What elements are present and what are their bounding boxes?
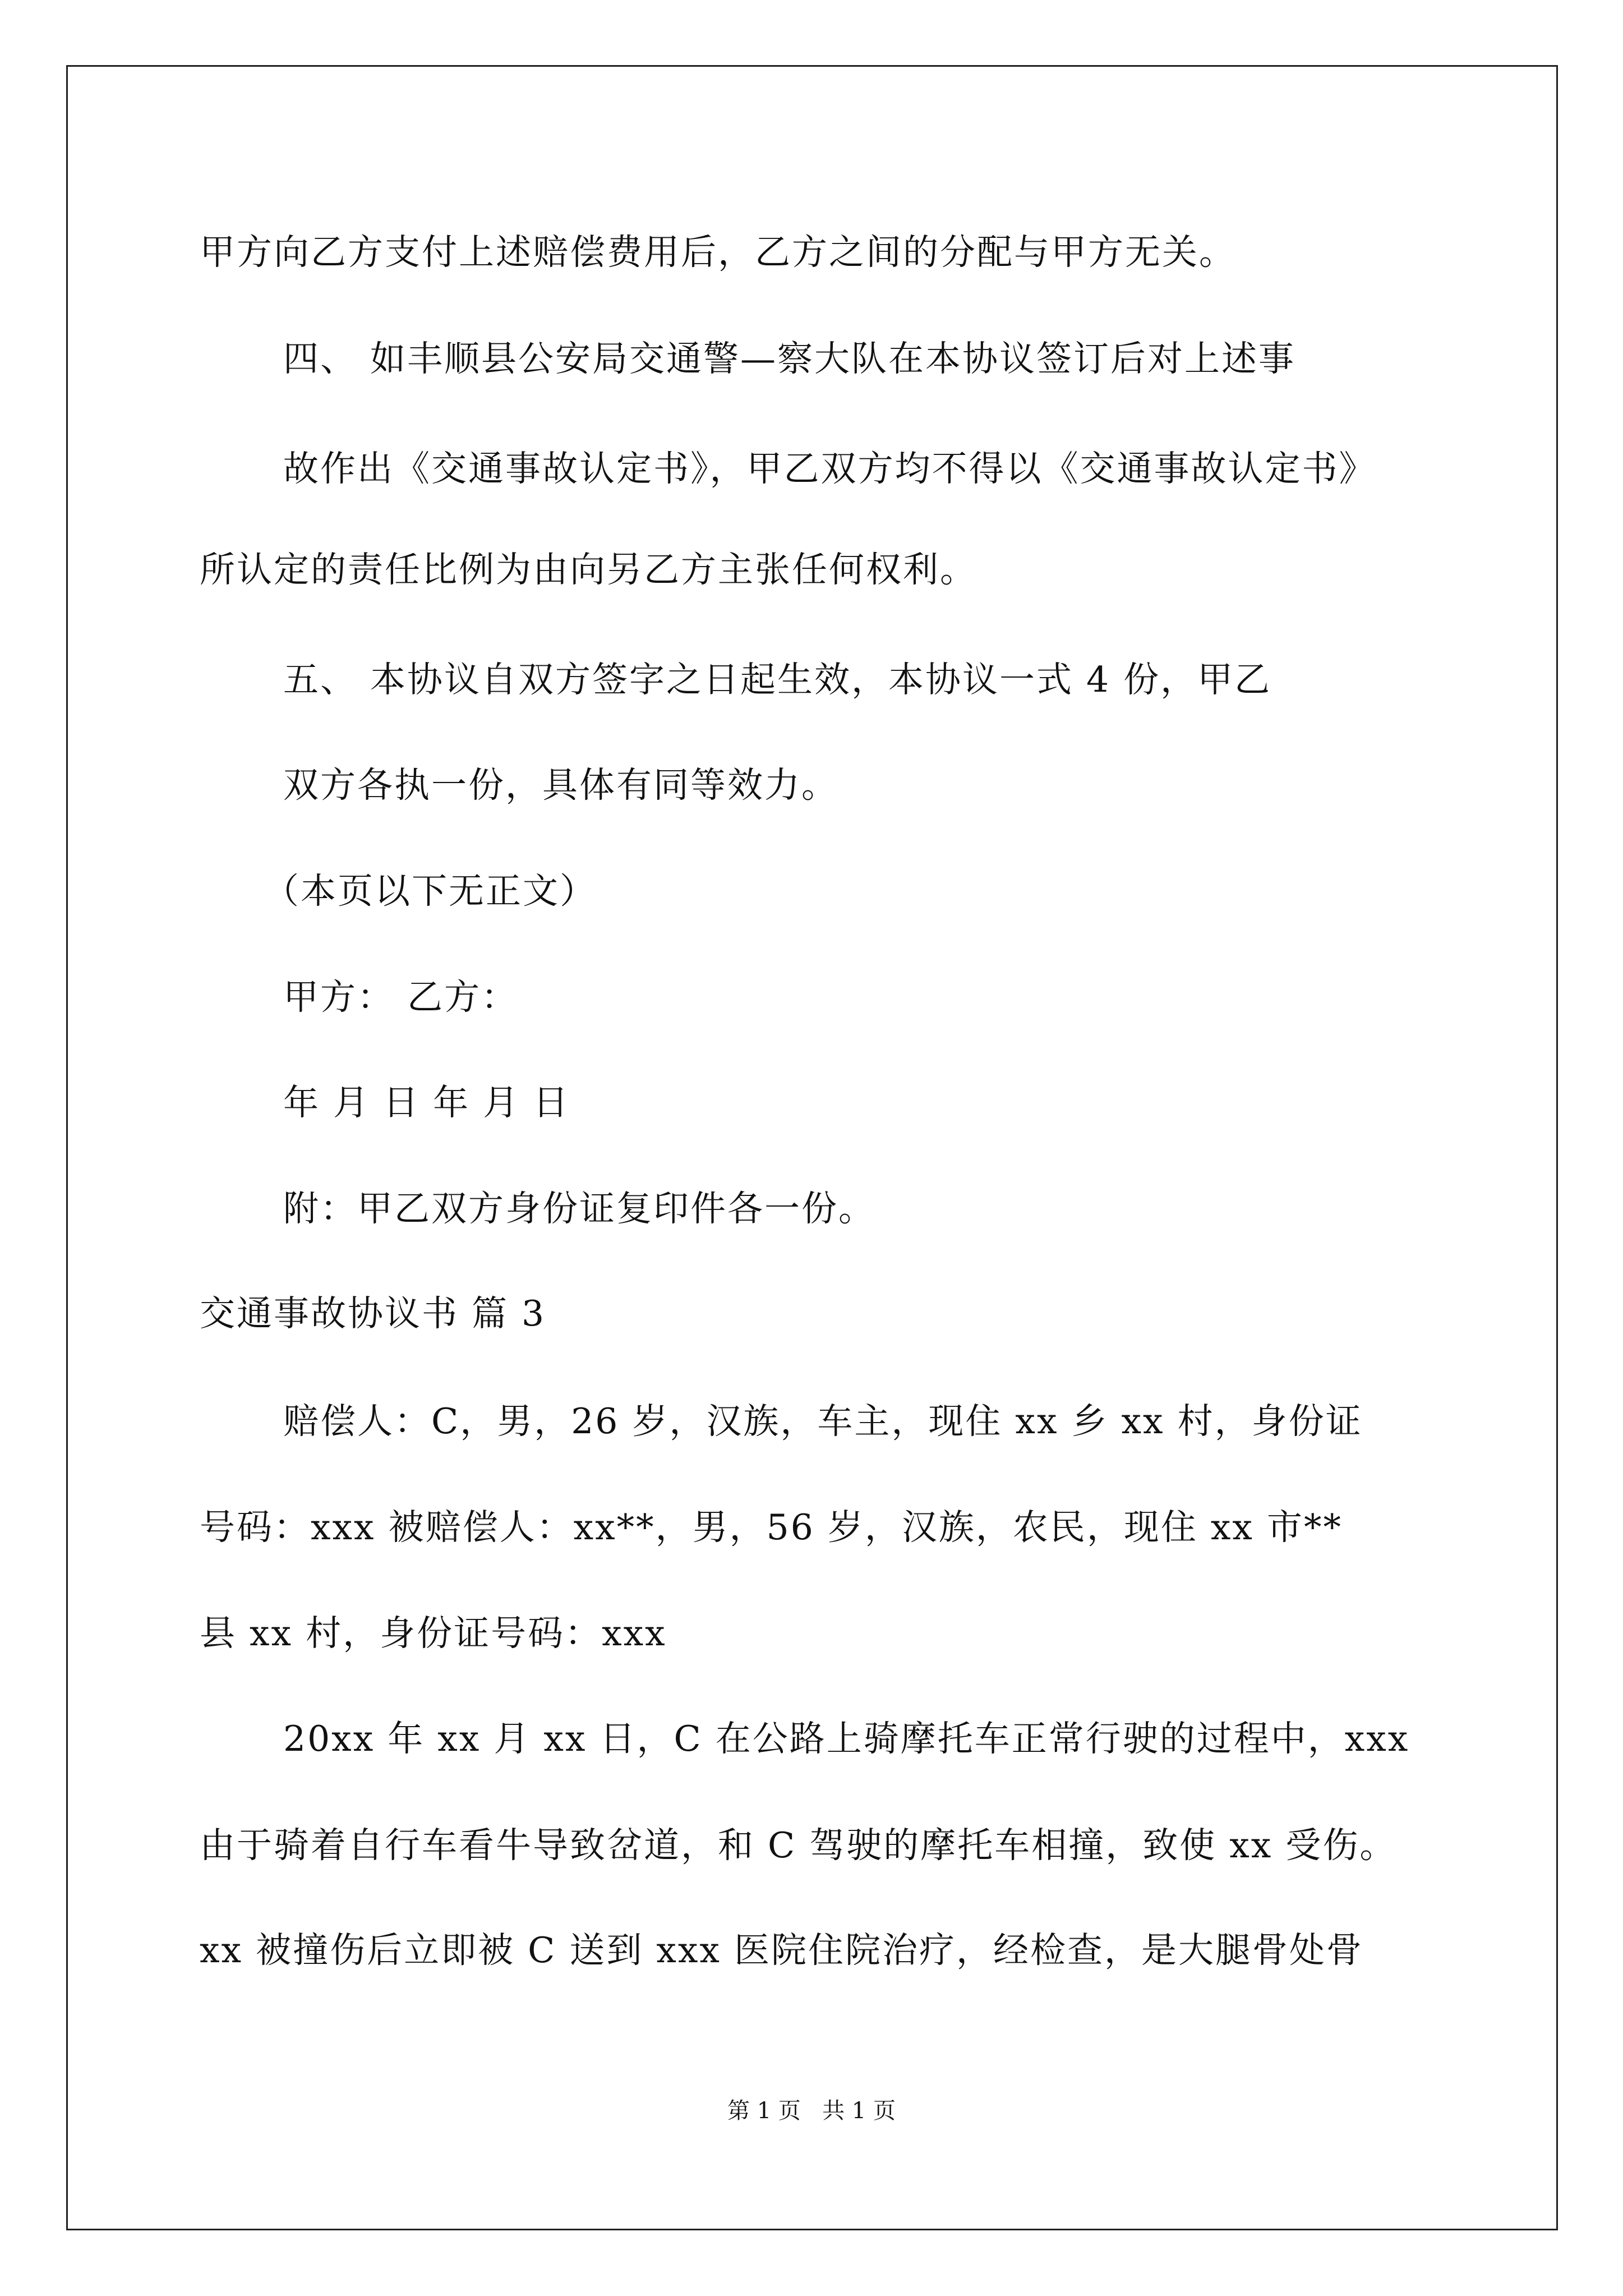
text-line: 号码：xxx 被赔偿人：xx**，男，56 岁，汉族，农民，现住 xx 市** — [200, 1507, 1343, 1548]
page-border — [66, 65, 1558, 2230]
text-line: 20xx 年 xx 月 xx 日，C 在公路上骑摩托车正常行驶的过程中，xxx — [283, 1718, 1410, 1759]
text-line: 赔偿人：C，男，26 岁，汉族，车主，现住 xx 乡 xx 村，身份证 — [283, 1401, 1363, 1442]
section-heading: 交通事故协议书 篇 3 — [200, 1293, 546, 1334]
text-line: 双方各执一份，具体有同等效力。 — [283, 765, 838, 806]
page-footer: 第 1 页 共 1 页 — [727, 2098, 896, 2124]
text-line: （本页以下无正文） — [264, 871, 597, 912]
text-line: xx 被撞伤后立即被 C 送到 xxx 医院住院治疗，经检查，是大腿骨处骨 — [200, 1930, 1363, 1971]
text-line: 年 月 日 年 月 日 — [283, 1082, 570, 1123]
text-line: 所认定的责任比例为由向另乙方主张任何权利。 — [200, 549, 977, 590]
text-line: 甲方向乙方支付上述赔偿费用后，乙方之间的分配与甲方无关。 — [200, 232, 1236, 273]
text-line: 附：甲乙双方身份证复印件各一份。 — [283, 1188, 875, 1229]
text-line: 由于骑着自行车看牛导致岔道，和 C 驾驶的摩托车相撞，致使 xx 受伤。 — [200, 1825, 1397, 1866]
text-line: 故作出《交通事故认定书》，甲乙双方均不得以《交通事故认定书》 — [283, 448, 1376, 489]
text-line: 四、 如丰顺县公安局交通警—察大队在本协议签订后对上述事 — [283, 338, 1296, 379]
text-line: 县 xx 村，身份证号码：xxx — [200, 1613, 667, 1654]
text-line: 甲方： 乙方： — [283, 977, 519, 1018]
text-line: 五、 本协议自双方签字之日起生效，本协议一式 4 份，甲乙 — [283, 659, 1272, 700]
